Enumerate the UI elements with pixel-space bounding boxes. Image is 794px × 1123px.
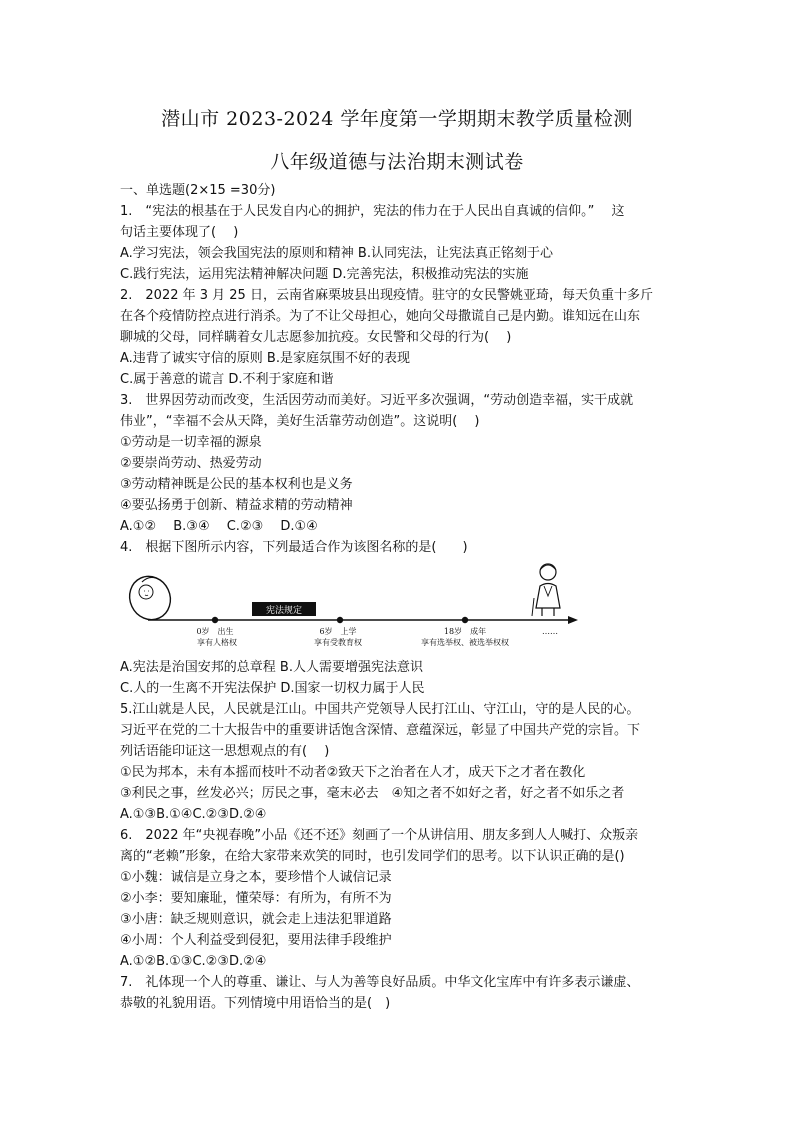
timeline-right-school: 享有受教育权 (314, 638, 362, 647)
question-3-line: 伟业”，“幸福不会从天降，美好生活靠劳动创造”。这说明( ) (120, 414, 480, 429)
question-4-option: C.人的一生离不开宪法保护 D.国家一切权力属于人民 (120, 681, 425, 696)
constitution-label: 宪法规定 (265, 606, 303, 616)
question-6-options: A.①②B.①③C.②③D.②④ (120, 954, 267, 969)
question-2-option: C.属于善意的谎言 D.不利于家庭和谐 (120, 372, 334, 387)
question-3-item: ①劳动是一切幸福的源泉 (120, 435, 262, 450)
question-1-line: 1. “宪法的根基在于人民发自内心的拥护，宪法的伟力在于人民出自真诚的信仰。” 这 (120, 204, 625, 219)
question-3-item: ②要崇尚劳动、热爱劳动 (120, 456, 262, 471)
question-5-item: ③利民之事，丝发必兴；厉民之事，毫末必去 ④知之者不如好之者，好之者不如乐之者 (120, 786, 625, 801)
timeline-ellipsis: …… (542, 627, 558, 636)
question-5-line: 5.江山就是人民，人民就是江山。中国共产党领导人民打江山、守江山，守的是人民的心。 (120, 702, 640, 717)
question-1-option: C.践行宪法，运用宪法精神解决问题 D.完善宪法，积极推动宪法的实施 (120, 267, 529, 282)
question-1-line: 句话主要体现了( ) (120, 225, 239, 240)
elderly-person-icon (532, 564, 560, 616)
timeline-arrowhead (568, 616, 578, 624)
question-1-option: A.学习宪法，领会我国宪法的原则和精神 B.认同宪法，让宪法真正铭刻于心 (120, 246, 553, 261)
question-2-line: 2. 2022 年 3 月 25 日，云南省麻栗坡县出现疫情。驻守的女民警姚亚琦，每天负重十多斤 (120, 288, 653, 303)
baby-icon (123, 570, 178, 627)
question-3-item: ③劳动精神既是公民的基本权利也是义务 (120, 477, 353, 492)
exam-title: 潜山市 2023-2024 学年度第一学期期末教学质量检测 (161, 108, 633, 130)
constitution-timeline-figure (120, 558, 590, 653)
question-4-option: A.宪法是治国安邦的总章程 B.人人需要增强宪法意识 (120, 660, 423, 675)
question-5-line: 列话语能印证这一思想观点的有( ) (120, 744, 330, 759)
question-3-line: 3. 世界因劳动而改变，生活因劳动而美好。习近平多次强调，“劳动创造幸福，实干成就 (120, 393, 634, 408)
timeline-right-adult: 享有选举权、被选举权权 (421, 638, 509, 647)
question-2-line: 聊城的父母，同样瞒着女儿志愿参加抗疫。女民警和父母的行为( ) (120, 330, 512, 345)
timeline-dot-school (337, 617, 343, 623)
question-6-item: ①小魏：诚信是立身之本，要珍惜个人诚信记录 (120, 870, 392, 885)
question-5-options: A.①③B.①④C.②③D.②④ (120, 807, 267, 822)
question-6-line: 6. 2022 年“央视春晚”小品《还不还》刻画了一个从讲信用、朋友多到人人喊打、众叛亲 (120, 828, 639, 843)
timeline-dot-adult (462, 617, 468, 623)
timeline-age-adult: 18岁 成年 (443, 627, 487, 636)
question-7-line: 恭敬的礼貌用语。下列情境中用语恰当的是( ) (120, 996, 391, 1011)
question-2-line: 在各个疫情防控点进行消杀。为了不让父母担心，她向父母撒谎自己是内勤。谁知远在山东 (120, 309, 641, 324)
timeline-dot-birth (212, 617, 218, 623)
question-7-line: 7. 礼体现一个人的尊重、谦让、与人为善等良好品质。中华文化宝库中有许多表示谦虚、 (120, 975, 640, 990)
question-6-item: ②小李：要知廉耻，懂荣辱：有所为，有所不为 (120, 891, 392, 906)
question-6-line: 离的“老赖”形象，在给大家带来欢笑的同时，也引发同学们的思考。以下认识正确的是() (120, 849, 625, 864)
section-heading: 一、单选题(2×15 =30分) (120, 183, 276, 198)
timeline-age-school: 6岁 上学 (319, 627, 357, 636)
question-6-item: ③小唐：缺乏规则意识，就会走上违法犯罪道路 (120, 912, 392, 927)
question-2-option: A.违背了诚实守信的原则 B.是家庭氛围不好的表现 (120, 351, 410, 366)
question-4-line: 4. 根据下图所示内容，下列最适合作为该图名称的是( ) (120, 540, 468, 555)
timeline-age-birth: 0岁 出生 (196, 627, 234, 636)
question-5-line: 习近平在党的二十大报告中的重要讲话饱含深情、意蕴深远，彰显了中国共产党的宗旨。下 (120, 723, 641, 738)
question-6-item: ④小周：个人利益受到侵犯，要用法律手段维护 (120, 933, 392, 948)
exam-subtitle: 八年级道德与法治期末测试卷 (270, 151, 524, 173)
question-3-item: ④要弘扬勇于创新、精益求精的劳动精神 (120, 498, 353, 513)
question-3-options: A.①② B.③④ C.②③ D.①④ (120, 519, 318, 534)
question-5-item: ①民为邦本，未有本摇而枝叶不动者②致天下之治者在人才，成天下之才者在教化 (120, 765, 586, 780)
timeline-right-birth: 享有人格权 (197, 638, 237, 647)
